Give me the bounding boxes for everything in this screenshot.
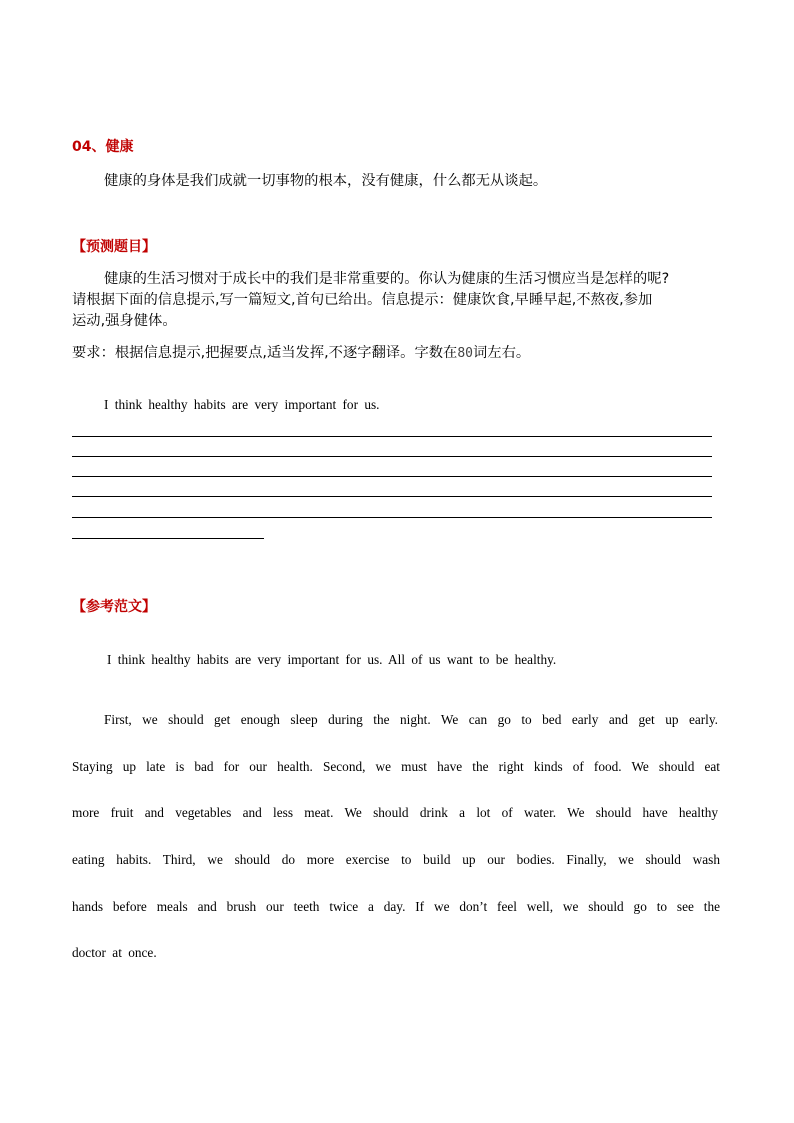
requirement-text [72, 342, 530, 362]
requirement-text-before: 要求：根据信息提示,把握要点,适当发挥,不逐字翻译。字数在 [72, 345, 458, 361]
answer-blank-line[interactable] [72, 538, 264, 539]
sample-last-line: doctor at once. [72, 945, 157, 960]
sample-line: First, we should get enough sleep during the night. We can go to bed early and get up early. [104, 712, 718, 727]
answer-blank-line[interactable] [72, 456, 712, 457]
prediction-heading: 【预测题目】 [72, 239, 156, 255]
requirement-text-after: 词左右。 [473, 345, 531, 361]
prompt-line-3: 运动,强身健体。 [72, 313, 177, 329]
answer-blank-line[interactable] [72, 517, 712, 518]
sample-first-line: I think healthy habits are very important for us. All of us want to be healthy. [107, 652, 557, 667]
answer-blank-line[interactable] [72, 476, 712, 477]
sample-heading: 【参考范文】 [72, 599, 156, 615]
sample-line: eating habits. Third, we should do more exercise to build up our bodies. Finally, we should wash [72, 852, 720, 867]
prompt-line-1: 健康的生活习惯对于成长中的我们是非常重要的。你认为健康的生活习惯应当是怎样的呢? [104, 271, 670, 287]
given-first-sentence: I think healthy habits are very important for us. [104, 397, 380, 412]
sample-line: Staying up late is bad for our health. Second, we must have the right kinds of food. We should eat [72, 759, 720, 774]
sample-line: hands before meals and brush our teeth twice a day. If we don’t feel well, we should go to see the [72, 899, 720, 914]
section-title: 04、健康 [72, 139, 134, 155]
word-count-number: 80 [457, 346, 474, 361]
prompt-line-2: 请根据下面的信息提示,写一篇短文,首句已给出。信息提示：健康饮食,早睡早起,不熬夜,参加 [72, 292, 653, 308]
answer-blank-line[interactable] [72, 496, 712, 497]
answer-blank-line[interactable] [72, 436, 712, 437]
topic-intro: 健康的身体是我们成就一切事物的根本，没有健康，什么都无从谈起。 [104, 173, 548, 189]
sample-line: more fruit and vegetables and less meat. We should drink a lot of water. We should have healthy [72, 805, 718, 820]
